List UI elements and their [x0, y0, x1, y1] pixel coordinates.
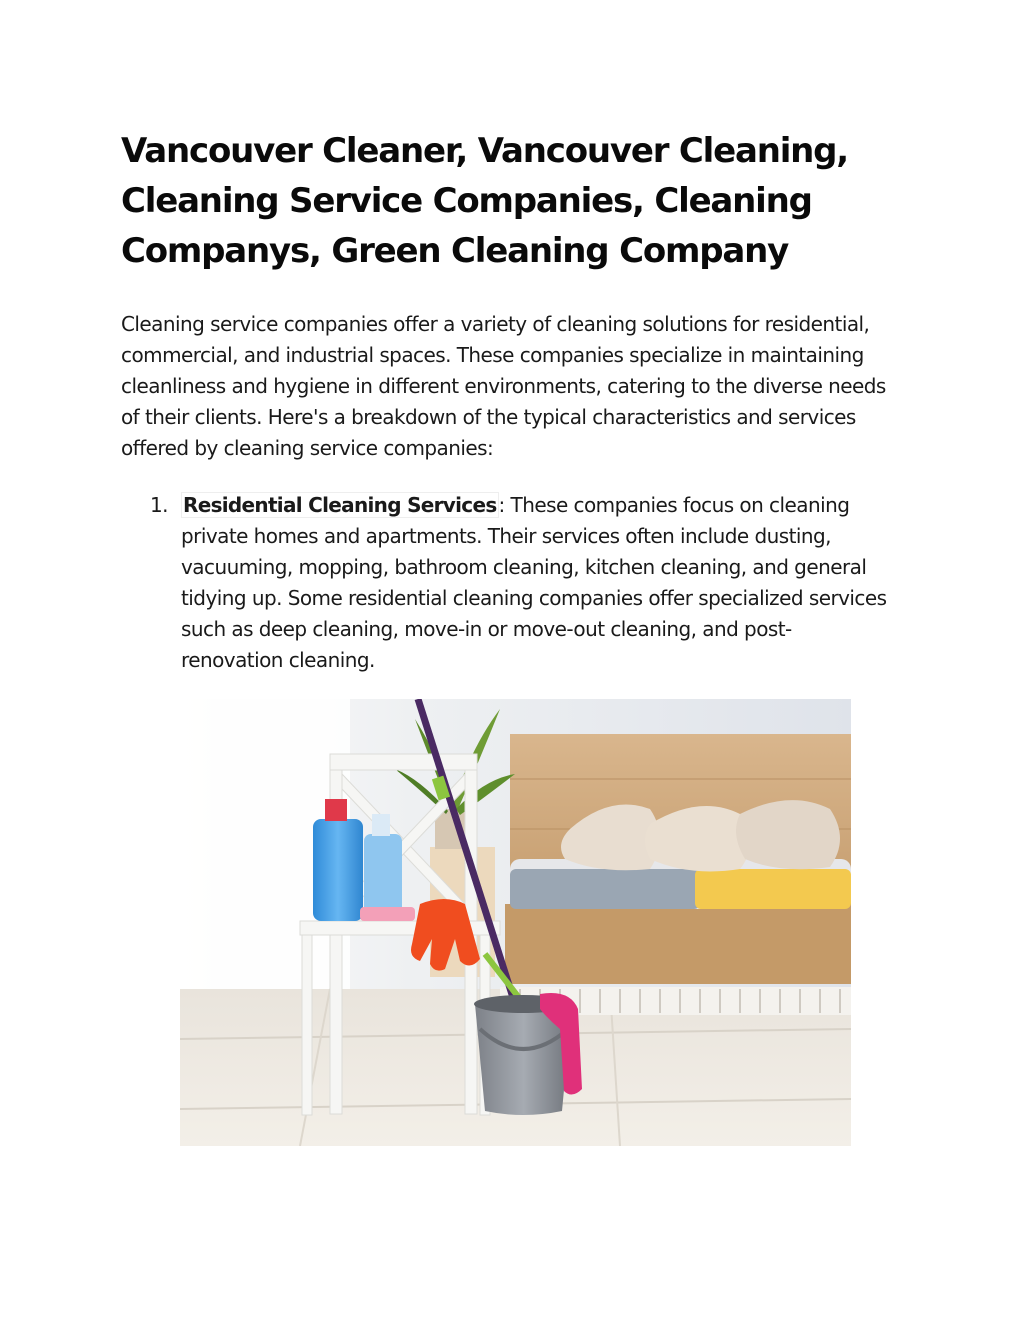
cleaning-supplies-photo [180, 699, 851, 1146]
list-item-number: 1. [150, 493, 168, 517]
intro-paragraph: Cleaning service companies offer a variety of cleaning solutions for residential, commercial, and industrial spaces. These companies specialize in maintaining cleanliness and hygiene in different environments, catering to the diverse needs of their clients. Here's a breakdown of the typical characteristics and services offered by cleaning service companies: [121, 312, 886, 460]
list-item-term: Residential Cleaning Services [183, 493, 497, 517]
services-list [150, 490, 890, 676]
list-item [150, 490, 890, 676]
list-item-text: : These companies focus on cleaning private homes and apartments. Their services often include dusting, vacuuming, mopping, bathroom cleaning, kitchen cleaning, and general tidying up. Some residential cleaning companies offer specialized services such as deep cleaning, move-in or move-out cleaning, and post-renovation cleaning. [181, 493, 887, 672]
document-title: Vancouver Cleaner, Vancouver Cleaning, Cleaning Service Companies, Cleaning Companys, Green Cleaning Company [121, 131, 849, 271]
